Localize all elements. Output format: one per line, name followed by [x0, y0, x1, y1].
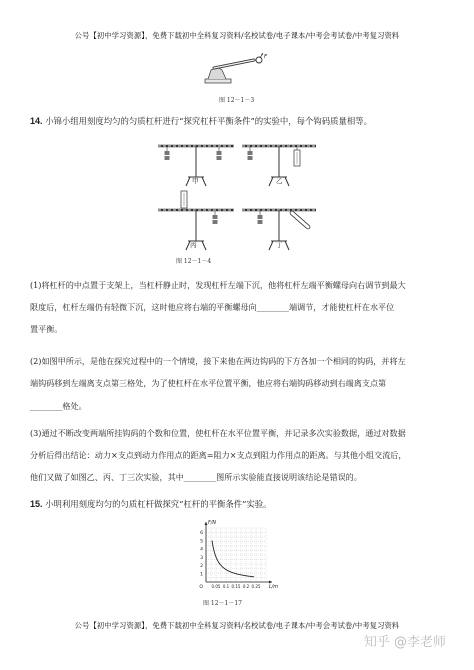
- part-1-line: 限度后，杠杆左端仍有轻微下沉，这时他应将右端的平衡螺母向________端调节，才能使杠杆在水平位: [30, 302, 395, 312]
- figure-caption: 图 12－1－4: [176, 258, 212, 265]
- figure-label-ding: 丁: [276, 241, 283, 249]
- y-tick-label: 1: [200, 572, 203, 578]
- question-number: 15.: [30, 499, 43, 509]
- lever-figure-ding: [242, 210, 316, 250]
- force-label: F: [264, 54, 268, 60]
- lever-figure-yi: [242, 146, 316, 186]
- x-axis-label: L/m: [269, 585, 278, 590]
- question-number: 14.: [30, 116, 43, 126]
- force-distance-graph: [190, 516, 280, 596]
- x-tick-label: 0.25: [251, 584, 261, 589]
- footer-banner: 公号【初中学习资源】，免费下载初中全科复习资料/名校试卷/电子课本/中考会考试卷/中考复习资料: [74, 621, 400, 630]
- x-axis-arrow: [269, 581, 272, 584]
- part-1-line: 置平衡。: [30, 324, 63, 334]
- origin-label: O: [199, 585, 203, 590]
- question-14-stem: 14. 小锦小组用刻度均匀的匀质杠杆进行“探究杠杆平衡条件”的实验中，每个钩码质量相等。: [30, 116, 372, 126]
- y-tick-label: 4: [200, 547, 203, 553]
- lever-figure-group: [150, 133, 320, 268]
- x-tick-label: 0.05: [211, 584, 221, 589]
- figure-label-yi: 乙: [276, 177, 283, 185]
- x-tick-label: 0.15: [231, 584, 241, 589]
- zhihu-watermark: 知乎 @李老师: [363, 635, 446, 650]
- part-2-line: (2)如图甲所示，是他在探究过程中的一个情境，接下来他在两边钩码的下方各加一个相同的钩码，并将左: [30, 356, 406, 366]
- figure-label-bing: 丙: [190, 241, 197, 249]
- y-tick-label: 3: [200, 555, 203, 561]
- part-3-line: 他们又做了如图乙、丙、丁三次实验，其中________图所示实验能直接说明该结论是错误的。: [30, 472, 362, 482]
- figure-12-1-3: [200, 52, 275, 92]
- part-3-line: 分析后得出结论：动力×支点到动力作用点的距离=阻力×支点到阻力作用点的距离。与其他小组交流后，: [30, 450, 407, 460]
- part-3-line: (3)通过不断改变两端所挂钩码的个数和位置，使杠杆在水平位置平衡，并记录多次实验数据，通过对数据: [30, 428, 406, 438]
- part-2-line: ________格处。: [30, 401, 87, 411]
- x-tick-label: 0.2: [242, 584, 250, 589]
- figure-caption: 图 12－1－17: [203, 600, 242, 607]
- figure-caption: 图 12－1－3: [219, 97, 255, 104]
- y-tick-label: 2: [200, 564, 203, 570]
- lever-figure-bing: [158, 191, 234, 250]
- y-tick-label: 5: [200, 539, 203, 545]
- question-15-stem: 15. 小明利用刻度均匀的匀质杠杆做探究“杠杆的平衡条件”实验。: [30, 499, 272, 509]
- figure-label-jia: 甲: [192, 177, 199, 185]
- y-tick-label: 6: [200, 530, 203, 536]
- y-axis-label: F/N: [208, 521, 216, 526]
- x-tick-label: 0.1: [222, 584, 230, 589]
- part-1-line: (1)将杠杆的中点置于支架上，当杠杆静止时，发现杠杆左端下沉，他将杠杆左端平衡螺母向右调节到最大: [30, 280, 406, 290]
- lever-figure-jia: [158, 146, 234, 186]
- header-banner: 公号【初中学习资源】，免费下载初中全科复习资料/名校试卷/电子课本/中考会考试卷/中考复习资料: [74, 31, 400, 40]
- part-2-line: 端钩码移到左端离支点第三格处，为了使杠杆在水平位置平衡，他应将右端钩码移动到右端离支点第: [30, 378, 387, 388]
